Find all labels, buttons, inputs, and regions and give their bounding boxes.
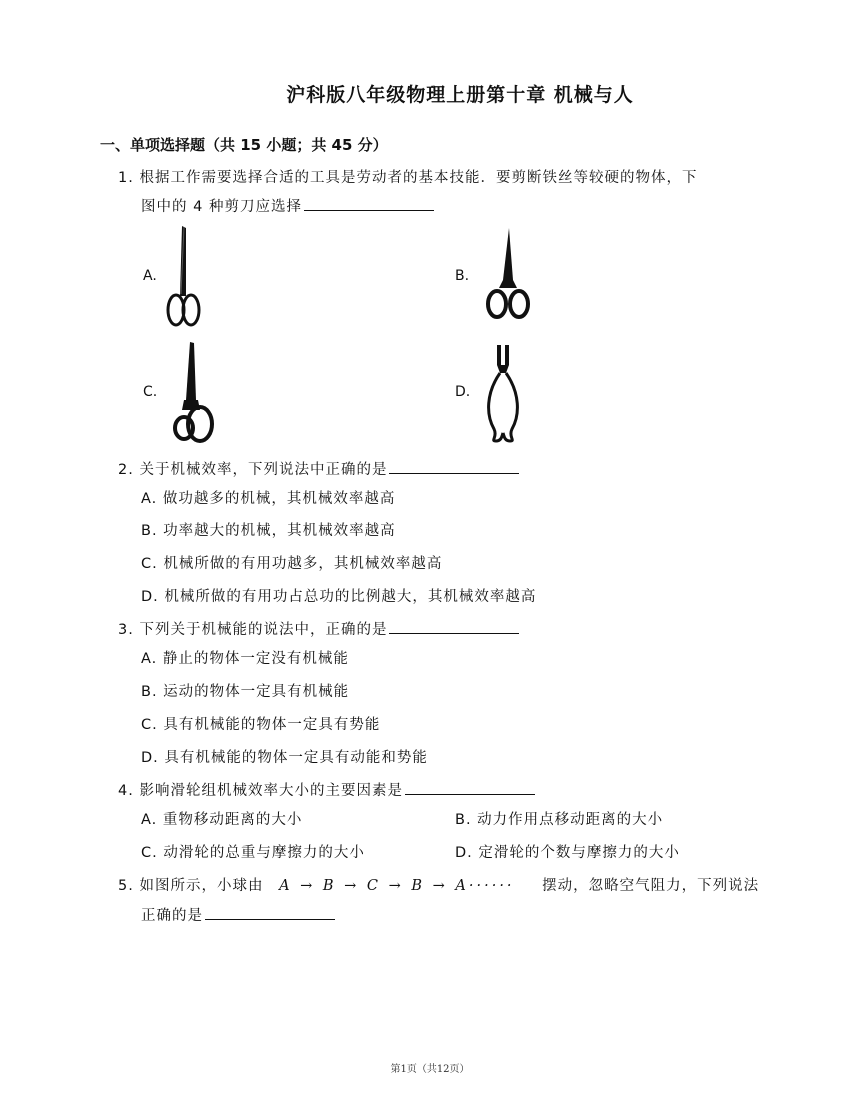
question-5-motion-path: A → B → C → B → A······ bbox=[279, 878, 515, 894]
question-4-option-c: C. 动滑轮的总重与摩擦力的大小 bbox=[141, 845, 365, 861]
question-3-option-a: A. 静止的物体一定没有机械能 bbox=[141, 651, 349, 667]
question-3-text: 3. 下列关于机械能的说法中，正确的是 bbox=[118, 622, 388, 638]
scissors-b-image bbox=[485, 226, 531, 326]
question-5-suffix: 摆动，忽略空气阻力，下列说法 bbox=[542, 878, 760, 894]
question-4-option-d: D. 定滑轮的个数与摩擦力的大小 bbox=[455, 845, 680, 861]
answer-blank bbox=[405, 780, 535, 795]
question-3-option-d: D. 具有机械能的物体一定具有动能和势能 bbox=[141, 750, 428, 766]
question-2-option-b: B. 功率越大的机械，其机械效率越高 bbox=[141, 523, 396, 539]
question-2-option-d: D. 机械所做的有用功占总功的比例越大，其机械效率越高 bbox=[141, 589, 537, 605]
question-3-option-b: B. 运动的物体一定具有机械能 bbox=[141, 684, 350, 700]
question-1-option-d-label: D. bbox=[455, 384, 471, 400]
question-1-option-a-label: A. bbox=[143, 268, 157, 284]
scissors-d-image bbox=[482, 343, 524, 445]
question-1-line-1: 1. 根据工作需要选择合适的工具是劳动者的基本技能．要剪断铁丝等较硬的物体，下 bbox=[118, 170, 698, 186]
answer-blank bbox=[304, 196, 434, 211]
question-1-option-b-label: B. bbox=[455, 268, 470, 284]
question-2-text: 2. 关于机械效率，下列说法中正确的是 bbox=[118, 462, 388, 478]
scissors-a-image bbox=[163, 224, 203, 328]
question-2-option-a: A. 做功越多的机械，其机械效率越高 bbox=[141, 491, 396, 507]
question-1-line-2 bbox=[141, 195, 434, 216]
question-4-option-b: B. 动力作用点移动距离的大小 bbox=[455, 812, 664, 828]
scissors-c-image bbox=[170, 340, 218, 444]
answer-blank bbox=[205, 905, 335, 920]
question-1-option-c-label: C. bbox=[143, 384, 158, 400]
question-4-stem bbox=[118, 779, 535, 800]
answer-blank bbox=[389, 619, 519, 634]
question-5-stem-end: 正确的是 bbox=[141, 908, 203, 924]
question-1-stem-end: 图中的 4 种剪刀应选择 bbox=[141, 199, 302, 215]
answer-blank bbox=[389, 459, 519, 474]
section-heading: 一、单项选择题（共 15 小题；共 45 分） bbox=[100, 136, 388, 154]
question-3-option-c: C. 具有机械能的物体一定具有势能 bbox=[141, 717, 381, 733]
page-footer: 第1页（共12页） bbox=[390, 1064, 470, 1075]
question-2-stem bbox=[118, 458, 519, 479]
question-3-stem bbox=[118, 618, 519, 639]
page-title: 沪科版八年级物理上册第十章 机械与人 bbox=[286, 84, 634, 106]
question-5-line-2 bbox=[141, 904, 335, 925]
question-4-text: 4. 影响滑轮组机械效率大小的主要因素是 bbox=[118, 783, 403, 799]
question-5-prefix: 5. 如图所示，小球由 bbox=[118, 878, 264, 894]
question-5-line-1 bbox=[118, 874, 759, 895]
question-4-option-a: A. 重物移动距离的大小 bbox=[141, 812, 303, 828]
question-2-option-c: C. 机械所做的有用功越多，其机械效率越高 bbox=[141, 556, 443, 572]
